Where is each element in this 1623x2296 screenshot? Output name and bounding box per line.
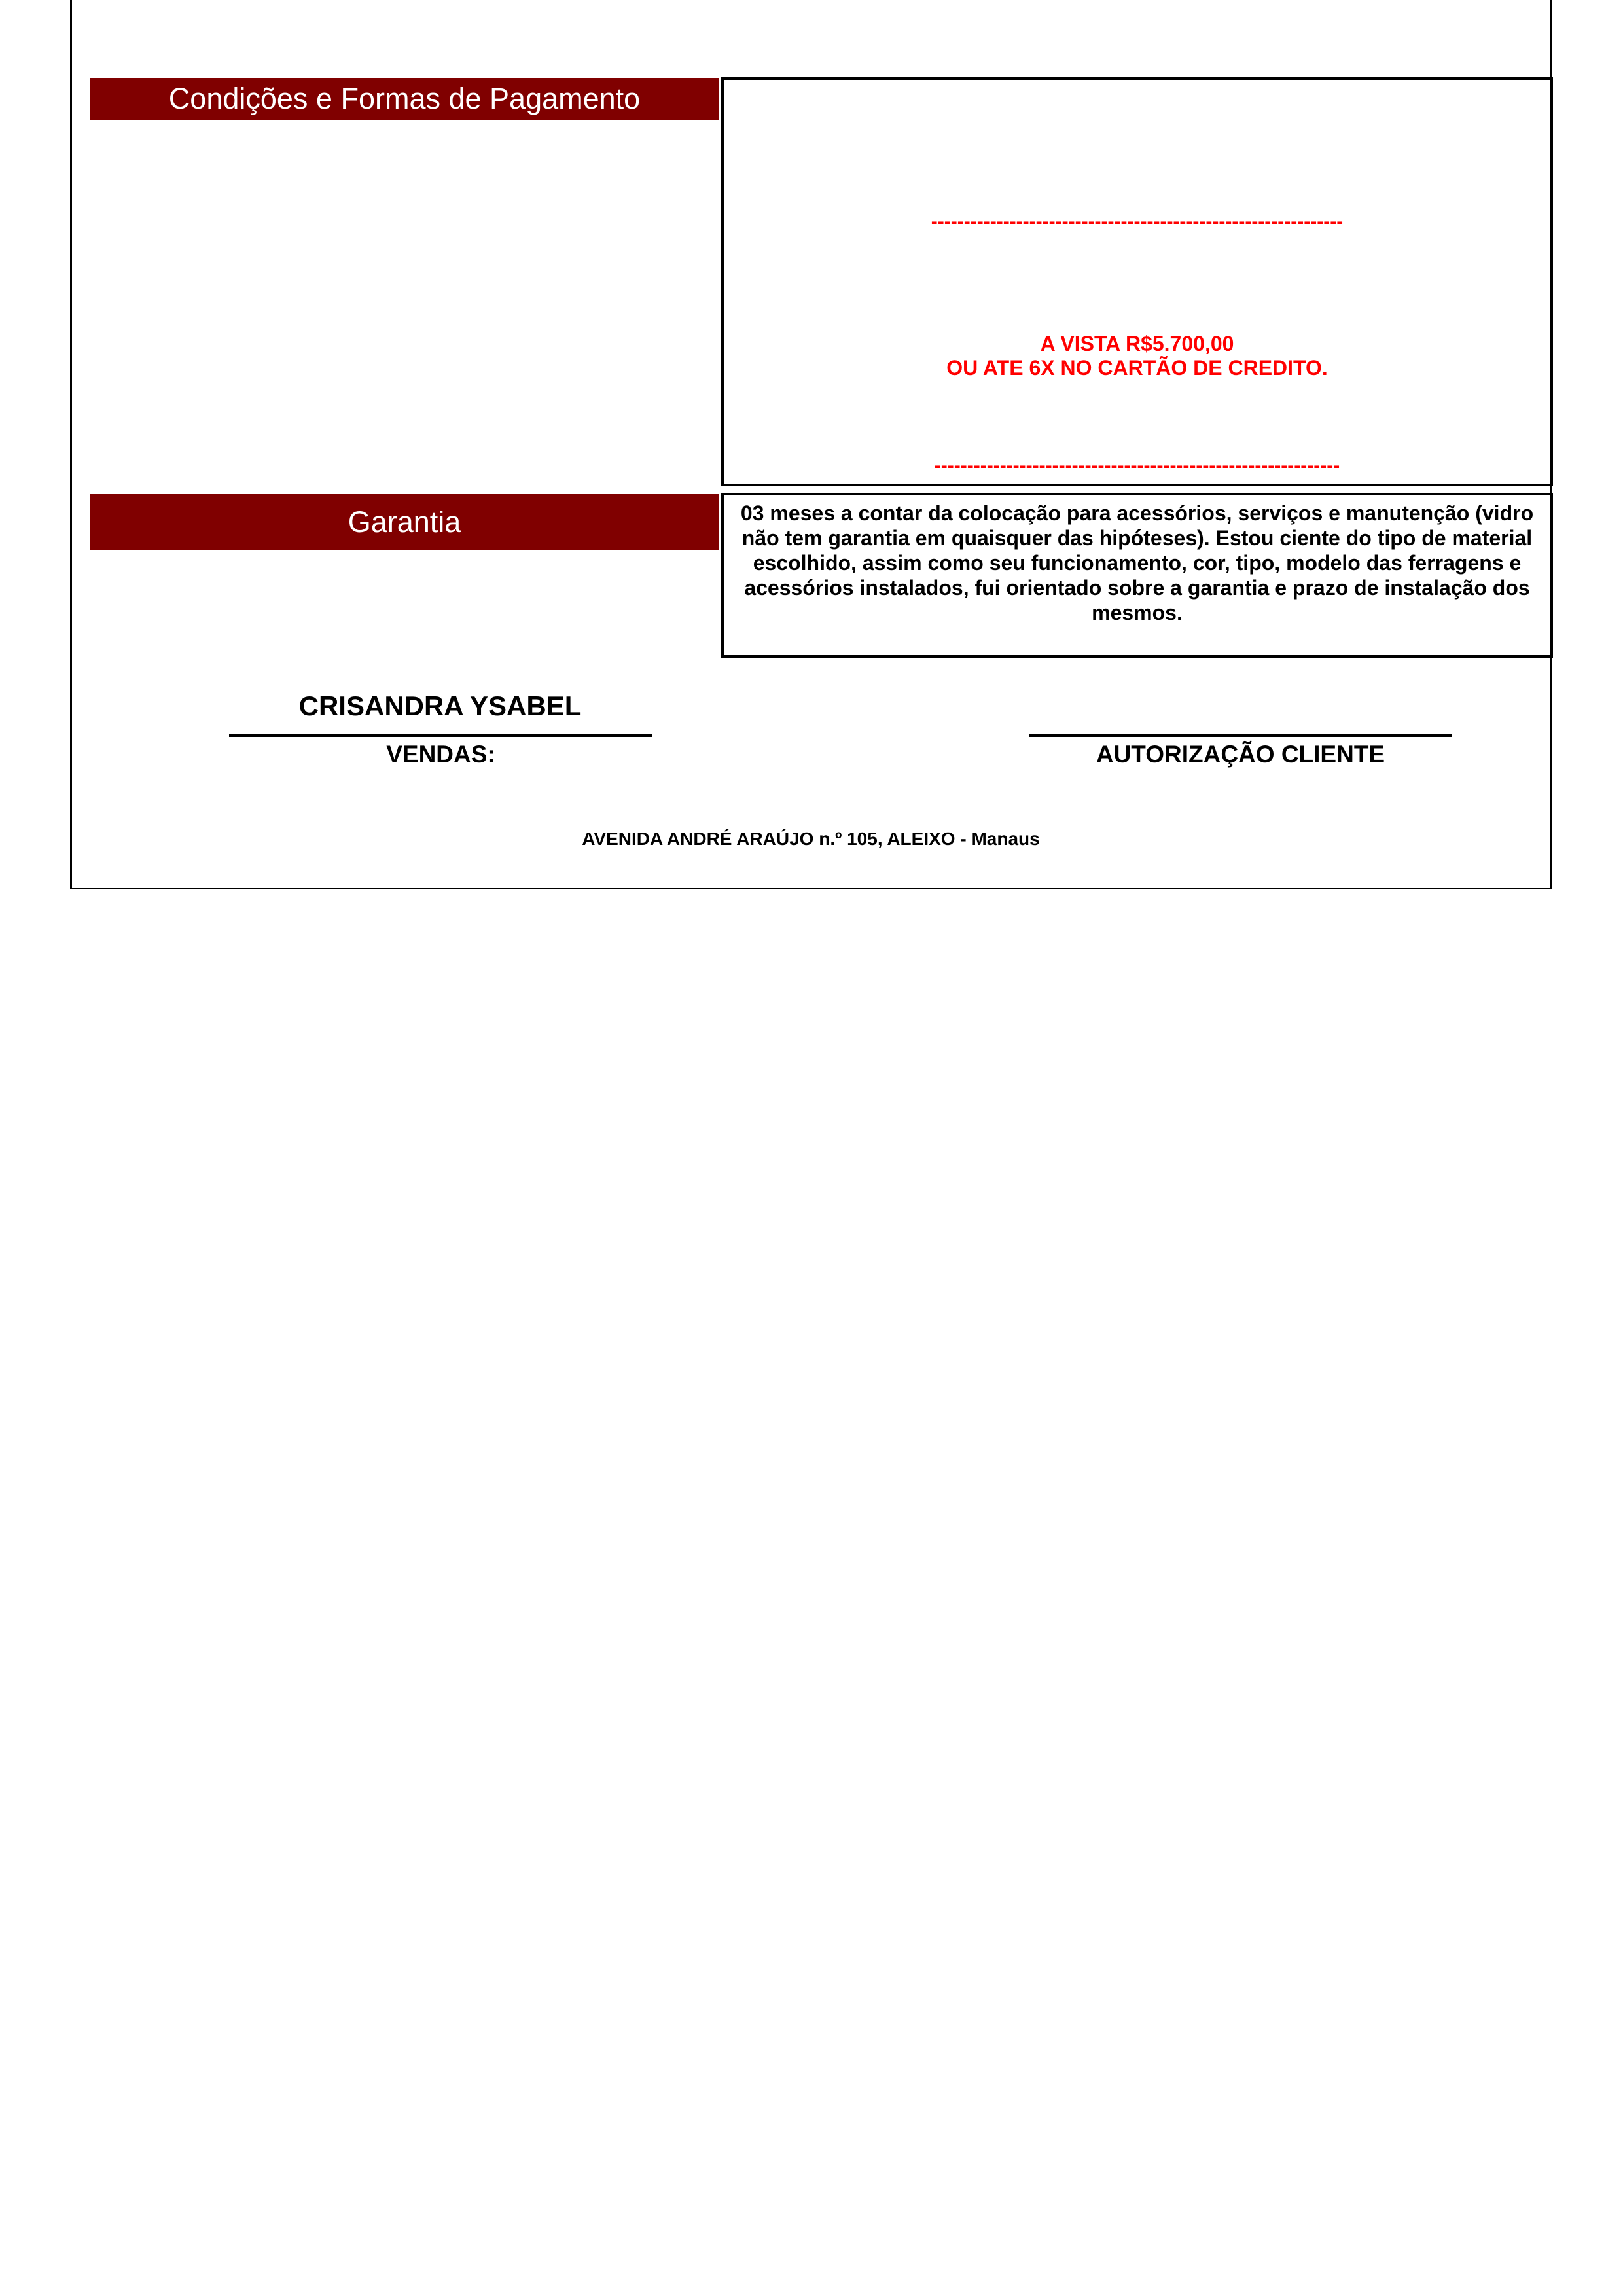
payment-conditions-header <box>90 78 719 120</box>
payment-dashes-bottom: -------------------------------------------------------------- <box>934 455 1340 476</box>
client-authorization-label: AUTORIZAÇÃO CLIENTE <box>1096 741 1385 768</box>
footer-address: AVENIDA ANDRÉ ARAÚJO n.º 105, ALEIXO - Manaus <box>582 829 1040 849</box>
warranty-text: 03 meses a contar da colocação para acessórios, serviços e manutenção (vidro não tem garantia em quaisquer das hipóteses). Estou ciente do tipo de material escolhido, assim como seu funcionamento, cor, tipo, modelo das ferragens e acessórios instalados, fui orientado sobre a garantia e prazo de instalação dos mesmos. <box>740 501 1534 624</box>
sales-signature-line <box>229 734 652 737</box>
seller-name: CRISANDRA YSABEL <box>298 691 582 721</box>
payment-conditions-header-label: Condições e Formas de Pagamento <box>168 82 641 115</box>
payment-conditions-box <box>721 77 1553 486</box>
warranty-header <box>90 494 719 550</box>
cash-price-text: A VISTA R$5.700,00 <box>1040 332 1234 355</box>
client-signature-line <box>1029 734 1452 737</box>
payment-dashes-top: --------------------------------------------------------------- <box>931 211 1344 232</box>
warranty-box <box>721 493 1553 658</box>
installments-text: OU ATE 6X NO CARTÃO DE CREDITO. <box>946 356 1328 380</box>
sales-label: VENDAS: <box>386 741 495 768</box>
warranty-header-label: Garantia <box>348 505 461 539</box>
